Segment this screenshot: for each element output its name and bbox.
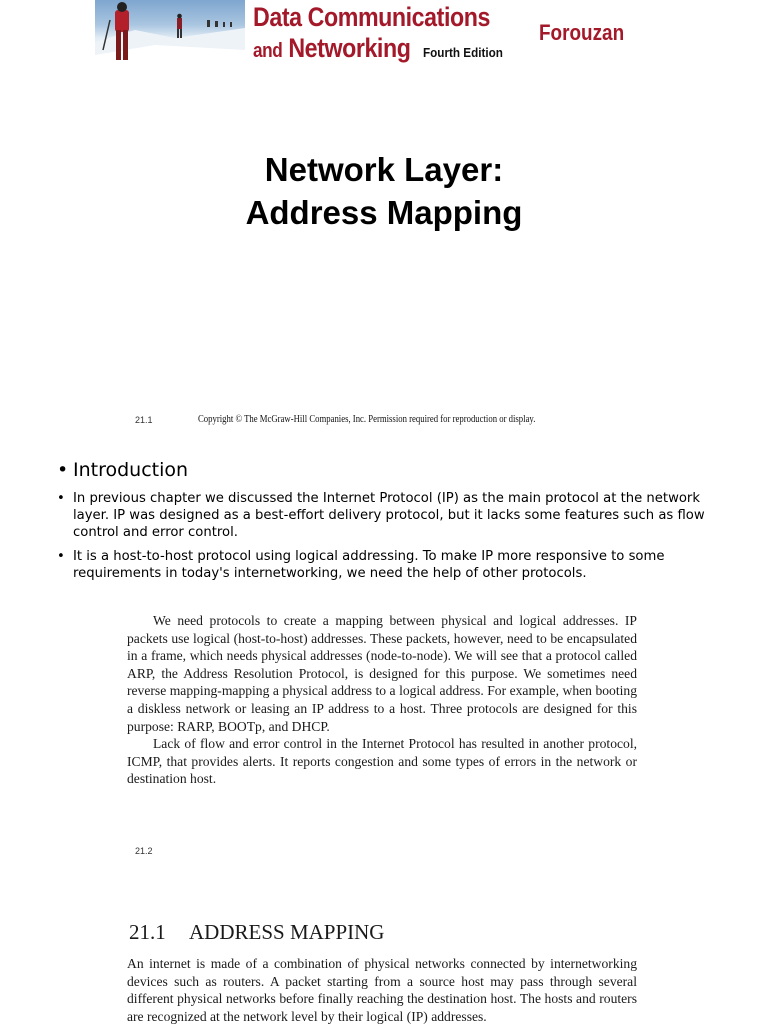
slide-number-2: 21.2	[135, 846, 153, 856]
book-title-line1: Data Communications	[253, 2, 490, 32]
excerpt-paragraph-2: Lack of flow and error control in the Internet Protocol has resulted in another protocol, ICMP, that provides alerts. It reports congestion and some types of errors in the network or destination host.	[127, 736, 637, 787]
slide-number-1: 21.1	[135, 415, 153, 425]
intro-bullet-list	[57, 458, 707, 589]
excerpt-paragraph-1: We need protocols to create a mapping between physical and logical addresses. IP packets use logical (host-to-host) addresses. These packets, however, need to be encapsulated in a frame, which needs physical addresses (node-to-node). We will see that a protocol called ARP, the Address Resolution Protocol, is designed for this purpose. We sometimes need reverse mapping-mapping a physical address to a logical address. For example, when booting a diskless network or leasing an IP address to a host. Three protocols are designed for this purpose: RARP, BOOTp, and DHCP.	[127, 613, 637, 734]
book-title-line2	[253, 33, 410, 64]
book-author: Forouzan	[539, 20, 625, 45]
slide-title-line1: Network Layer:	[264, 151, 504, 188]
section-body-paragraph: An internet is made of a combination of physical networks connected by internetworking devices such as routers. A packet starting from a source host may pass through several different physical networks before finally reaching the destination host. The hosts and routers are recognized at the network level by their logical (IP) addresses.	[127, 956, 637, 1024]
bullet-introduction: • Introduction	[57, 458, 707, 482]
textbook-excerpt	[127, 612, 637, 788]
section-heading	[129, 920, 384, 945]
bullet-previous-chapter: • In previous chapter we discussed the Internet Protocol (IP) as the main protocol at the network layer. IP was designed as a best-effort delivery protocol, but it lacks some features such as flow control and error control.	[57, 490, 707, 541]
copyright-notice: Copyright © The McGraw-Hill Companies, Inc. Permission required for reproduction or display.	[198, 414, 536, 425]
mountain-climbers-illustration	[95, 0, 245, 70]
book-edition: Fourth Edition	[423, 45, 503, 60]
book-title-and: and	[253, 40, 283, 62]
book-title-block	[245, 0, 505, 70]
section-title: ADDRESS MAPPING	[189, 920, 385, 944]
mountaineers-photo	[95, 0, 245, 70]
slide-title-line2: Address Mapping	[245, 194, 523, 231]
bullet-host-to-host: • It is a host-to-host protocol using logical addressing. To make IP more responsive to some requirements in today's internetworking, we need the help of other protocols.	[57, 548, 707, 582]
section-body	[127, 955, 637, 1025]
book-title-networking: Networking	[288, 33, 411, 63]
book-banner	[95, 0, 505, 70]
section-number: 21.1	[129, 920, 166, 944]
